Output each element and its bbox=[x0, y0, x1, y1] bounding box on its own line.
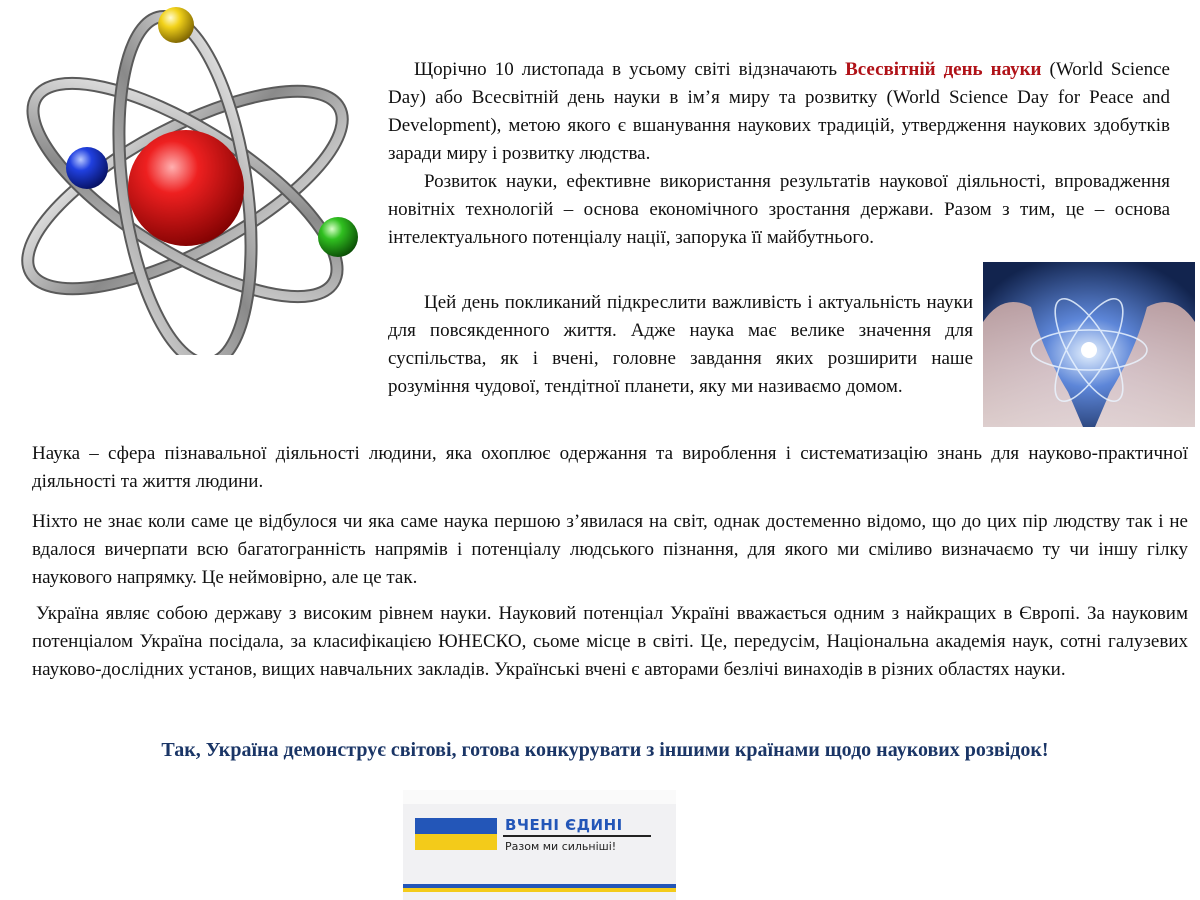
electron-yellow bbox=[158, 7, 194, 43]
nucleus bbox=[128, 130, 244, 246]
ukraine-flag-icon bbox=[415, 818, 497, 834]
electron-green bbox=[318, 217, 358, 257]
intro-paragraph: Щорічно 10 листопада в усьому світі відзначають Всесвітній день науки (World Science Day) або Всесвітній день науки в ім’я миру та розвитку (World Science Day for Peace and Development), метою якого є вшанування наукових традицій, утвердження наукових здобутків заради миру і розвитку людства. bbox=[388, 59, 1170, 164]
development-paragraph: Розвиток науки, ефективне використання результатів наукової діяльності, впровадження новітніх технологій – основа економічного зростання держави. Разом з тим, це – основа інтелектуального потенціалу нації, запорука її майбутнього. bbox=[388, 171, 1170, 248]
slogan: Так, Україна демонструє світові, готова конкурувати з іншими країнами щодо наукових розвідок! bbox=[161, 739, 1049, 761]
banner-subtitle: Разом ми сильніші! bbox=[505, 840, 617, 853]
atom-illustration bbox=[10, 5, 370, 355]
importance-paragraph: Цей день покликаний підкреслити важливість і актуальність науки для повсякденного життя. Адже наука має велике значення для суспільства, як і вчені, головне завдання яких розширити наше розуміння чудової, тендітної планети, яку ми називаємо домом. bbox=[388, 292, 973, 397]
history-paragraph: Ніхто не знає коли саме це відбулося чи яка саме наука першою з’явилася на світ, однак достеменно відомо, що до цих пір людству так і не вдалося вичерпати всю багатогранність напрямів і потенціалу людського пізнання, для якого ми сміливо визначаємо ту чи іншу гілку наукового напрямку. Це неймовірно, але це так. bbox=[32, 511, 1188, 588]
world-science-day-highlight: Всесвітній день науки bbox=[845, 59, 1042, 80]
science-definition-paragraph: Наука – сфера пізнавальної діяльності людини, яка охоплює одержання та вироблення і систематизацію знань для науково-практичної діяльності та життя людини. bbox=[32, 443, 1188, 492]
electron-blue bbox=[66, 147, 108, 189]
ukraine-science-paragraph: Україна являє собою державу з високим рівнем науки. Науковий потенціал Україні вважається одним з найкращих в Європі. За науковим потенціалом Україна посідала, за класифікацією ЮНЕСКО, сьоме місце в світі. Це, передусім, Національна академія наук, сотні галузевих науково-дослідних установ, вищих навчальних закладів. Українські вчені є авторами безлічі винаходів в різних областях науки. bbox=[32, 603, 1188, 680]
hands-holding-atom-photo bbox=[983, 262, 1195, 427]
banner-title: ВЧЕНІ ЄДИНІ bbox=[505, 816, 623, 834]
scientists-united-banner bbox=[403, 790, 676, 900]
